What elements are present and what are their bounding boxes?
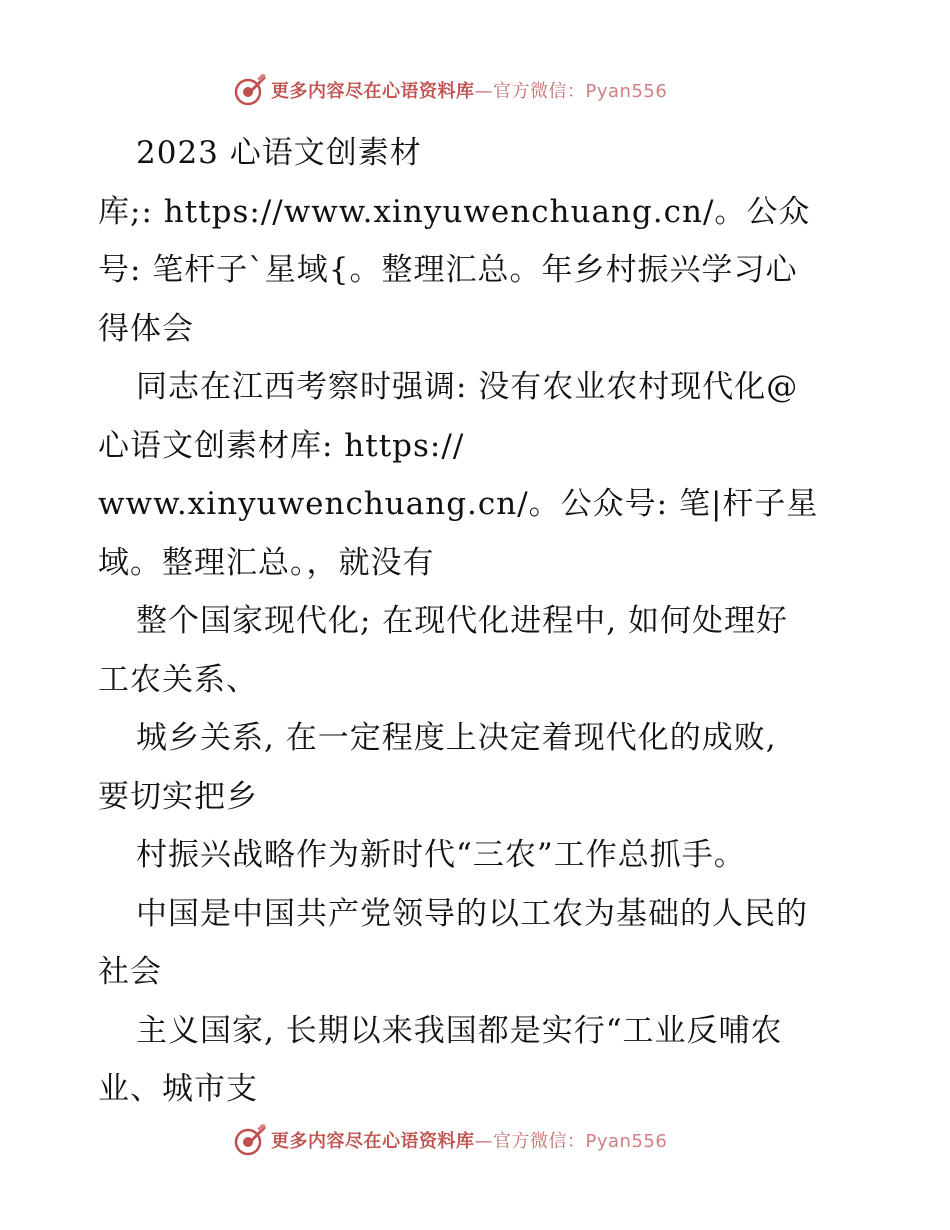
watermark-text: 更多内容尽在心语资料库—官方微信：Pyan556 (271, 1131, 668, 1152)
document-body (98, 124, 858, 1119)
body-line: 中国是中国共产党领导的以工农为基础的人民的 (136, 895, 808, 932)
body-line: 库;: https://www.xinyuwenchuang.cn/。公众 (98, 193, 811, 230)
body-line: www.xinyuwenchuang.cn/。公众号: 笔|杆子星 (98, 486, 819, 522)
body-line: 整个国家现代化; 在现代化进程中, 如何处理好 (136, 603, 789, 639)
body-line: 号: 笔杆子`星域{。整理汇总。年乡村振兴学习心 (98, 252, 798, 288)
body-line: 业、城市支 (98, 1071, 258, 1107)
feather-seal-icon (233, 1123, 267, 1157)
body-line: 工农关系、 (98, 661, 258, 698)
body-line: 社会 (98, 954, 162, 990)
feather-seal-icon (233, 73, 267, 107)
body-line: 城乡关系, 在一定程度上决定着现代化的成败, (136, 720, 777, 756)
body-line: 村振兴战略作为新时代“三农”工作总抓手。 (136, 837, 746, 873)
body-line: 同志在江西考察时强调: 没有农业农村现代化@ (136, 369, 799, 405)
body-line: 要切实把乡 (98, 778, 258, 815)
watermark-text: 更多内容尽在心语资料库—官方微信：Pyan556 (271, 81, 668, 102)
footer-watermark (233, 1122, 667, 1158)
header-watermark (233, 72, 667, 108)
body-line: 心语文创素材库: https:// (98, 427, 465, 464)
body-line: 域。整理汇总。，就没有 (98, 544, 435, 581)
body-line: 得体会 (98, 310, 194, 347)
body-line: 2023 心语文创素材 (136, 135, 422, 171)
body-line: 主义国家, 长期以来我国都是实行“工业反哺农 (136, 1012, 783, 1049)
